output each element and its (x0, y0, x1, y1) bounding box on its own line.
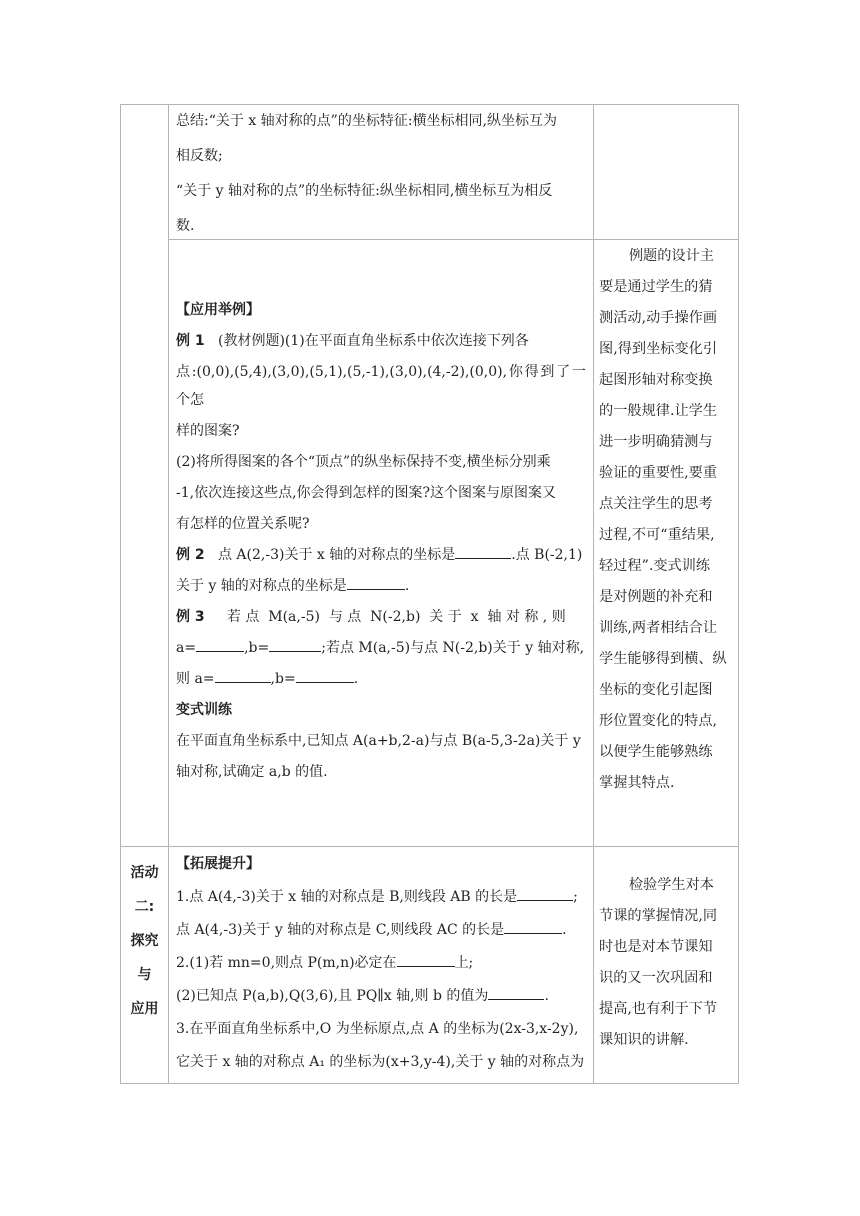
extension-notes-cell (599, 871, 735, 1054)
example-2-line-1 (176, 541, 586, 569)
note-line: 例题的设计主 (628, 248, 714, 264)
question-2b: (2)已知点 P(a,b),Q(3,6),且 PQ∥x 轴,则 b 的值为 (176, 988, 489, 1004)
summary-cell (176, 107, 586, 240)
activity-label (121, 856, 168, 1026)
activity-label-line: 二: (134, 899, 155, 915)
question-2-line-2: (2)已知点 P(a,b),Q(3,6),且 PQ∥x 轴,则 b 的值为 . (176, 988, 549, 1004)
examples-notes-cell (599, 242, 735, 797)
note-line: 的一般规律.让学生 (599, 403, 718, 419)
examples-heading: 【应用举例】 (176, 302, 260, 318)
question-1-line-2: 点 A(4,-3)关于 y 轴的对称点是 C,则线段 AC 的长是 . (176, 922, 567, 938)
note-line: 图,得到坐标变化引 (599, 341, 718, 357)
example-1-line-2: 点:(0,0),(5,4),(3,0),(5,1),(5,-1),(3,0),(4,-2),(0,0),你得到了一个怎 (176, 364, 586, 408)
example-1-text: (教材例题)(1)在平面直角坐标系中依次连接下列各 (217, 333, 529, 349)
example-2-text: 点 A(2,-3)关于 x 轴的对称点的坐标是 (217, 547, 456, 563)
answer-blank[interactable] (196, 639, 244, 652)
question-1a: 1.点 A(4,-3)关于 x 轴的对称点是 B,则线段 AB 的长是 (176, 889, 518, 905)
example-2-label: 例 2 (176, 547, 205, 563)
question-2a-end: 上; (454, 955, 474, 971)
variant-line-2: 轴对称,试确定 a,b 的值. (176, 764, 328, 780)
example-3-text: 若 点 M(a,-5) 与 点 N(-2,b) 关 于 x 轴 对 称 , 则 (226, 609, 566, 625)
example-3-label: 例 3 (176, 609, 205, 625)
note-line: 点关注学生的思考 (599, 496, 713, 512)
example-2-text-c: 关于 y 轴的对称点的坐标是 (176, 578, 347, 594)
variant-heading: 变式训练 (176, 702, 232, 718)
note-line: 是对例题的补充和 (599, 589, 713, 605)
note-line: 学生能够得到横、纵 (599, 651, 727, 667)
answer-blank[interactable] (397, 954, 455, 967)
example-2-line-2: 关于 y 轴的对称点的坐标是 . (176, 578, 410, 594)
note-line: 形位置变化的特点, (599, 713, 718, 729)
note-line: 进一步明确猜测与 (599, 434, 713, 450)
examples-cell (176, 296, 586, 786)
note-line: 时也是对本节课知 (599, 939, 713, 955)
example-3-line-1 (176, 603, 586, 631)
activity-label-line: 应用 (130, 1001, 159, 1017)
extension-heading: 【拓展提升】 (176, 856, 260, 872)
answer-blank[interactable] (296, 670, 354, 683)
example-3-line-2 (176, 634, 586, 662)
activity-label-line: 活动 (130, 865, 159, 881)
answer-blank[interactable] (269, 639, 321, 652)
question-3-line-1: 3.在平面直角坐标系中,O 为坐标原点,点 A 的坐标为(2x-3,x-2y), (176, 1021, 579, 1037)
summary-line-1: 总结:“关于 x 轴对称的点”的坐标特征:横坐标相同,纵坐标互为 (176, 113, 557, 129)
note-line: 掌握其特点. (599, 775, 675, 791)
summary-line-4: 数. (176, 218, 195, 234)
note-line: 测活动,动手操作画 (599, 310, 718, 326)
question-3-line-2: 它关于 x 轴的对称点 A₁ 的坐标为(x+3,y-4),关于 y 轴的对称点为 (176, 1054, 585, 1070)
answer-blank[interactable] (347, 577, 405, 590)
note-line: 识的又一次巩固和 (599, 970, 713, 986)
answer-blank[interactable] (215, 670, 271, 683)
answer-blank[interactable] (488, 987, 544, 1000)
example-3-b: ,b= (244, 640, 270, 656)
note-line: 轻过程”.变式训练 (599, 558, 711, 574)
question-1-line-1: 1.点 A(4,-3)关于 x 轴的对称点是 B,则线段 AB 的长是 ; (176, 889, 578, 905)
example-3-a: a= (176, 640, 197, 656)
note-line: 检验学生对本 (628, 877, 714, 893)
note-line: 提高,也有利于下节 (599, 1001, 718, 1017)
note-line: 验证的重要性,要重 (599, 465, 718, 481)
extension-cell (176, 850, 588, 1076)
example-1-line-6: 有怎样的位置关系呢? (176, 516, 310, 532)
example-3-line-3: 则 a= ,b= . (176, 671, 359, 687)
example-1-label: 例 1 (176, 333, 205, 349)
question-1b: 点 A(4,-3)关于 y 轴的对称点是 C,则线段 AC 的长是 (176, 922, 505, 938)
note-line: 以便学生能够熟练 (599, 744, 713, 760)
question-2a: 2.(1)若 mn=0,则点 P(m,n)必定在 (176, 955, 397, 971)
note-line: 起图形轴对称变换 (599, 372, 713, 388)
activity-label-line: 与 (137, 967, 152, 983)
example-1-line-4: (2)将所得图案的各个“顶点”的纵坐标保持不变,横坐标分别乘 (176, 454, 551, 470)
summary-line-3: “关于 y 轴对称的点”的坐标特征:纵坐标相同,横坐标互为相反 (176, 183, 553, 199)
example-1-line-3: 样的图案? (176, 423, 240, 439)
note-line: 训练,两者相结合让 (599, 620, 718, 636)
answer-blank[interactable] (504, 921, 562, 934)
row-divider-2 (120, 846, 739, 847)
example-1-line-1 (176, 327, 586, 355)
activity-label-line: 探究 (130, 933, 159, 949)
note-line: 坐标的变化引起图 (599, 682, 713, 698)
example-3-a2: 则 a= (176, 671, 215, 687)
example-3-b2: ,b= (270, 671, 296, 687)
column-divider-left (168, 104, 169, 1084)
example-1-line-5: -1,依次连接这些点,你会得到怎样的图案?这个图案与原图案又 (176, 485, 557, 501)
note-line: 节课的掌握情况,同 (599, 908, 718, 924)
note-line: 课知识的讲解. (599, 1032, 689, 1048)
example-3-c: ;若点 M(a,-5)与点 N(-2,b)关于 y 轴对称, (321, 640, 585, 656)
note-line: 过程,不可“重结果, (599, 527, 715, 543)
question-2-line-1 (176, 949, 588, 977)
column-divider-right (593, 104, 594, 1084)
summary-line-2: 相反数; (176, 148, 223, 164)
example-2-text-b: .点 B(-2,1) (511, 547, 583, 563)
variant-line-1: 在平面直角坐标系中,已知点 A(a+b,2-a)与点 B(a-5,3-2a)关于 y (176, 733, 581, 749)
note-line: 要是通过学生的猜 (599, 279, 713, 295)
answer-blank[interactable] (517, 888, 573, 901)
answer-blank[interactable] (455, 546, 511, 559)
